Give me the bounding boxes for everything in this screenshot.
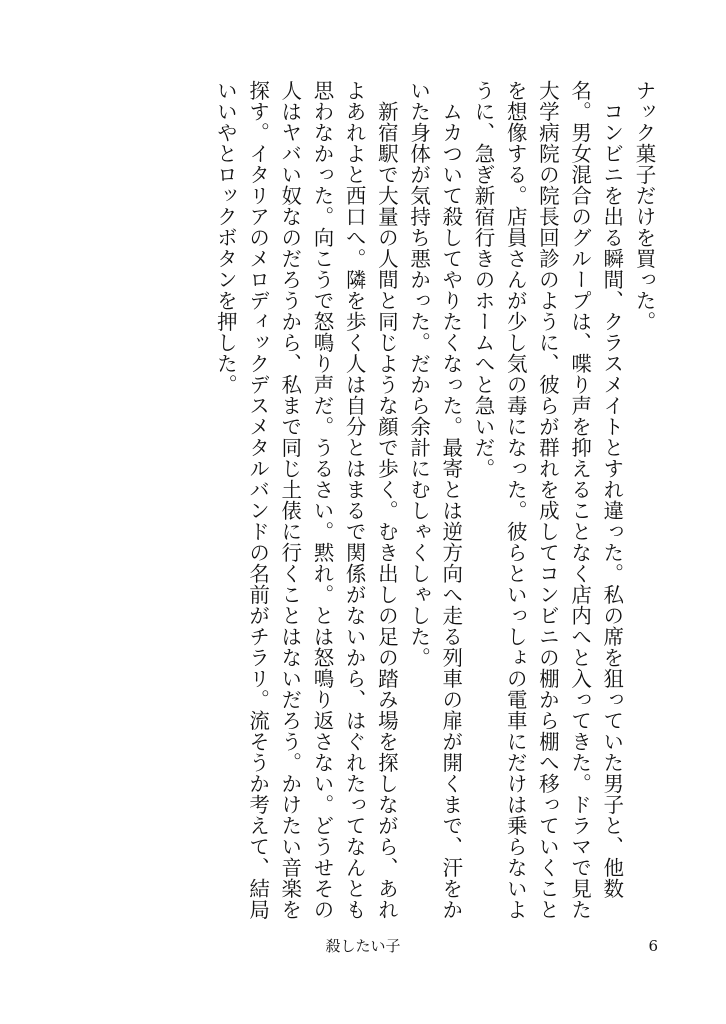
page-number: 6: [648, 937, 658, 955]
running-footer-title: 殺したい子: [325, 937, 401, 955]
paragraph-4: 新宿駅で大量の人間と同じような顔で歩く。むき出しの足の踏み場を探しながら、あれよあれよと西口へ。隣を歩く人は自分とはまるで関係がないから、はぐれたってなんとも思わなかった。向こうで怒鳴り声だ。うるさい。黙れ。とは怒鳴り返さない。どうせその人はヤバい奴なのだろうから、私まで同じ土俵に行くことはないだろう。かけたい音楽を探す。イタリアのメロディックデスメタルバンドの名前がチラリ。流そうか考えて、結局いいやとロックボタンを押した。: [213, 80, 399, 920]
vertical-body-text: [209, 80, 660, 925]
paragraph-1: ナック菓子だけを買った。: [632, 80, 656, 332]
paragraph-3: ムカついて殺してやりたくなった。最寄とは逆方向へ走る列車の扉が開くまで、汗をかいた身体が気持ち悪かった。だから余計にむしゃくしゃした。: [406, 80, 463, 920]
paragraph-2: コンビニを出る瞬間、クラスメイトとすれ違った。私の席を狙っていた男子と、他数名。男女混合のグループは、喋り声を抑えることなく店内へと入ってきた。ドラマで見た大学病院の院長回診のように、彼らが群れを成してコンビニの棚から棚へ移っていくことを想像する。店員さんが少し気の毒になった。彼らといっしょの電車にだけは乗らないように、急ぎ新宿行きのホームへと急いだ。: [470, 80, 624, 920]
